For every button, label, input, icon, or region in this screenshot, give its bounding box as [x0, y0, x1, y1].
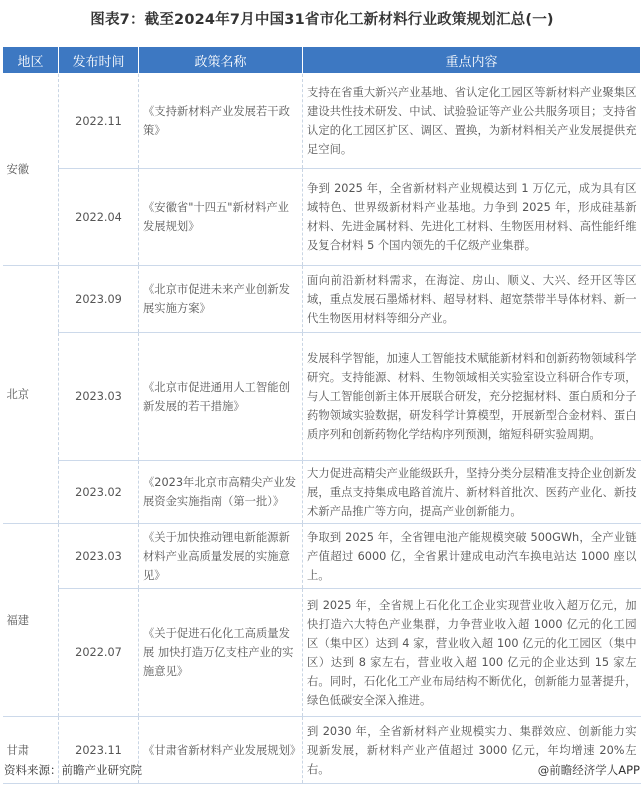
content-cell: 面向前沿新材料需求，在海淀、房山、顺义、大兴、经开区等区域，重点发展石墨烯材料、超导材料、超宽禁带半导体材料、新一代生物医用材料等细分产业。: [303, 266, 641, 333]
table-header-row: [3, 47, 641, 74]
content-cell: 争取到 2025 年，全省锂电池产能规模突破 500GWh，全产业链产值超过 6000 亿，全省累计建成电动汽车换电站达 1000 座以上。: [303, 524, 641, 589]
table-row: [3, 461, 641, 524]
source-note: 资料来源：前瞻产业研究院: [4, 763, 142, 777]
policy-name-cell: 《关于加快推动锂电新能源新材料产业高质量发展的实施意见》: [139, 524, 303, 589]
table-row: [3, 333, 641, 461]
table-row: [3, 74, 641, 169]
date-cell: 2022.11: [59, 74, 139, 169]
header-key-content: 重点内容: [303, 47, 641, 74]
content-cell: 发展科学智能，加速人工智能技术赋能新材料和创新药物领域科学研究。支持能源、材料、生物领域相关实验室设立科研合作专项，与人工智能创新主体开展联合研发，充分挖掘材料、蛋白质和分子药物领域实验数据，研发科学计算模型，开展新型合金材料、蛋白质序列和创新药物化学结构序列预测，缩短科研实验周期。: [303, 333, 641, 461]
date-cell: 2022.04: [59, 169, 139, 266]
date-cell: 2023.03: [59, 333, 139, 461]
policy-name-cell: 《2023年北京市高精尖产业发展资金实施指南（第一批）》: [139, 461, 303, 524]
header-policy-name: 政策名称: [139, 47, 303, 74]
policy-name-cell: 《关于促进石化化工高质量发展 加快打造万亿支柱产业的实施意见》: [139, 589, 303, 717]
header-region: 地区: [3, 47, 59, 74]
date-cell: 2023.02: [59, 461, 139, 524]
date-cell: 2023.11: [59, 717, 139, 784]
region-cell: 甘肃: [3, 717, 59, 784]
content-cell: 到 2025 年，全省规上石化化工企业实现营业收入超万亿元，加快打造六大特色产业集群，力争营业收入超 1000 亿元的化工园区（集中区）达到 4 家，营业收入超 100 亿元的化工园区（集中区）达到 8 家左右，营业收入超 100 亿元的企业达到 15 家左右。同时，石化化工产业布局结构不断优化，创新能力显著提升，绿色低碳安全深入推进。: [303, 589, 641, 717]
content-cell: 大力促进高精尖产业能级跃升，坚持分类分层精准支持企业创新发展，重点支持集成电路首流片、新材料首批次、医药产业化、新技术新产品推广等方向，提高产业创新能力。: [303, 461, 641, 524]
region-cell: 福建: [3, 524, 59, 717]
footer: [0, 762, 644, 782]
table-row: [3, 266, 641, 333]
policy-name-cell: 《支持新材料产业发展若干政策》: [139, 74, 303, 169]
table-row: [3, 169, 641, 266]
content-cell: 支持在省重大新兴产业基地、省认定化工园区等新材料产业聚集区建设共性技术研发、中试、试验验证等产业公共服务项目；支持省认定的化工园区扩区、调区、置换，为新材料相关产业发展提供充足空间。: [303, 74, 641, 169]
date-cell: 2022.07: [59, 589, 139, 717]
date-cell: 2023.03: [59, 524, 139, 589]
policy-name-cell: 《北京市促进通用人工智能创新发展的若干措施》: [139, 333, 303, 461]
content-cell: 争到 2025 年，全省新材料产业规模达到 1 万亿元，成为具有区域特色、世界级新材料产业基地。力争到 2025 年，形成硅基新材料、先进金属材料、先进化工材料、生物医用材料、高性能纤维及复合材料 5 个国内领先的千亿级产业集群。: [303, 169, 641, 266]
table-row: [3, 589, 641, 717]
policy-name-cell: 《北京市促进未来产业创新发展实施方案》: [139, 266, 303, 333]
brand-credit: @前瞻经济学人APP: [537, 763, 640, 777]
chart-title: 图表7：截至2024年7月中国31省市化工新材料行业政策规划汇总(一): [90, 12, 554, 28]
table-row: [3, 524, 641, 589]
header-date: 发布时间: [59, 47, 139, 74]
date-cell: 2023.09: [59, 266, 139, 333]
policy-name-cell: 《甘肃省新材料产业发展规划》: [139, 717, 303, 784]
region-cell: 安徽: [3, 74, 59, 266]
content-cell: 到 2030 年，全省新材料产业规模实力、集群效应、创新能力实现新发展，新材料产业产值超过 3000 亿元，年均增速 20%左右。: [303, 717, 641, 784]
policy-name-cell: 《安徽省"十四五"新材料产业发展规划》: [139, 169, 303, 266]
policy-table: [2, 46, 641, 784]
region-cell: 北京: [3, 266, 59, 524]
